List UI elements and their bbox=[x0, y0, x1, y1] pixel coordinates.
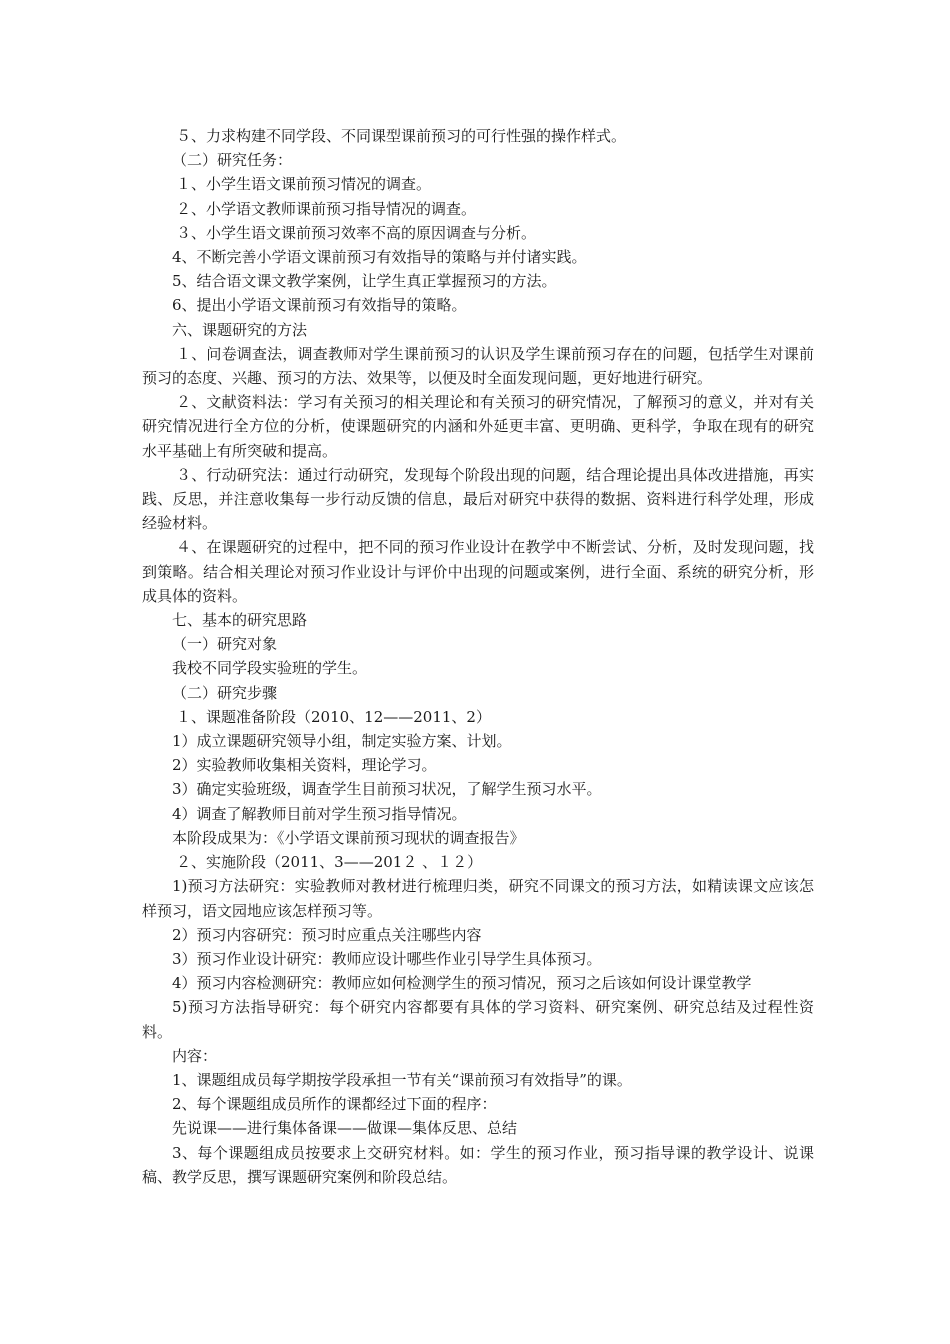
document-page bbox=[142, 124, 814, 1189]
paragraph: 4）调查了解教师目前对学生预习指导情况。 bbox=[172, 804, 467, 823]
paragraph: （二）研究步骤 bbox=[172, 683, 278, 702]
paragraph: 6、提出小学语文课前预习有效指导的策略。 bbox=[172, 296, 467, 315]
paragraph: 先说课——进行集体备课——做课—集体反思、总结 bbox=[172, 1119, 518, 1138]
paragraph: 七、基本的研究思路 bbox=[172, 611, 308, 630]
paragraph: １、课题准备阶段（2010、12——2011、2） bbox=[176, 707, 491, 726]
paragraph: 内容： bbox=[172, 1046, 218, 1065]
paragraph: 1)预习方法研究：实验教师对教材进行梳理归类，研究不同课文的预习方法，如精读课文应该怎样预习，语文园地应该怎样预习等。 bbox=[142, 877, 814, 920]
paragraph: 1）成立课题研究领导小组，制定实验方案、计划。 bbox=[172, 732, 512, 751]
paragraph: （一）研究对象 bbox=[172, 635, 278, 654]
paragraph: 我校不同学段实验班的学生。 bbox=[172, 659, 368, 678]
paragraph: 2、每个课题组成员所作的课都经过下面的程序： bbox=[172, 1095, 497, 1114]
paragraph: 4）预习内容检测研究：教师应如何检测学生的预习情况，预习之后该如何设计课堂教学 bbox=[172, 974, 752, 993]
paragraph: １、问卷调查法，调查教师对学生课前预习的认识及学生课前预习存在的问题，包括学生对课前预习的态度、兴趣、预习的方法、效果等，以便及时全面发现问题，更好地进行研究。 bbox=[142, 344, 814, 388]
paragraph: ５、力求构建不同学段、不同课型课前预习的可行性强的操作样式。 bbox=[176, 127, 627, 145]
paragraph: ３、小学生语文课前预习效率不高的原因调查与分析。 bbox=[176, 223, 537, 242]
paragraph: （二）研究任务： bbox=[172, 151, 293, 170]
paragraph: 1、课题组成员每学期按学段承担一节有关“课前预习有效指导”的课。 bbox=[172, 1070, 632, 1089]
paragraph: 3）预习作业设计研究：教师应设计哪些作业引导学生具体预习。 bbox=[172, 949, 602, 968]
paragraph: １、小学生语文课前预习情况的调查。 bbox=[176, 175, 432, 194]
paragraph: ３、行动研究法：通过行动研究，发现每个阶段出现的问题，结合理论提出具体改进措施，再实践、反思，并注意收集每一步行动反馈的信息，最后对研究中获得的数据、资料进行科学处理，形成经验材料。 bbox=[142, 465, 814, 533]
paragraph: 3）确定实验班级，调查学生目前预习状况，了解学生预习水平。 bbox=[172, 780, 602, 799]
paragraph: 本阶段成果为：《小学语文课前预习现状的调查报告》 bbox=[172, 828, 525, 847]
paragraph: ４、在课题研究的过程中，把不同的预习作业设计在教学中不断尝试、分析，及时发现问题，找到策略。结合相关理论对预习作业设计与评价中出现的问题或案例，进行全面、系统的研究分析，形成具体的资料。 bbox=[142, 538, 814, 605]
paragraph: ２、文献资料法：学习有关预习的相关理论和有关预习的研究情况，了解预习的意义，并对有关研究情况进行全方位的分析，使课题研究的内涵和外延更丰富、更明确、更科学，争取在现有的研究水平基础上有所突破和提高。 bbox=[142, 393, 814, 460]
paragraph: 5、结合语文课文教学案例，让学生真正掌握预习的方法。 bbox=[172, 272, 557, 291]
paragraph: 5)预习方法指导研究：每个研究内容都要有具体的学习资料、研究案例、研究总结及过程性资料。 bbox=[142, 998, 814, 1041]
paragraph: 六、课题研究的方法 bbox=[172, 320, 308, 339]
paragraph: 2）实验教师收集相关资料，理论学习。 bbox=[172, 756, 437, 775]
paragraph: 4、不断完善小学语文课前预习有效指导的策略与并付诸实践。 bbox=[172, 248, 587, 267]
paragraph: ２、实施阶段（2011、3——201２ 、１２） bbox=[176, 853, 483, 872]
paragraph: 3、每个课题组成员按要求上交研究材料。如：学生的预习作业，预习指导课的教学设计、说课稿、教学反思，撰写课题研究案例和阶段总结。 bbox=[142, 1143, 814, 1186]
paragraph: 2）预习内容研究：预习时应重点关注哪些内容 bbox=[172, 925, 482, 944]
paragraph: ２、小学语文教师课前预习指导情况的调查。 bbox=[176, 199, 477, 218]
